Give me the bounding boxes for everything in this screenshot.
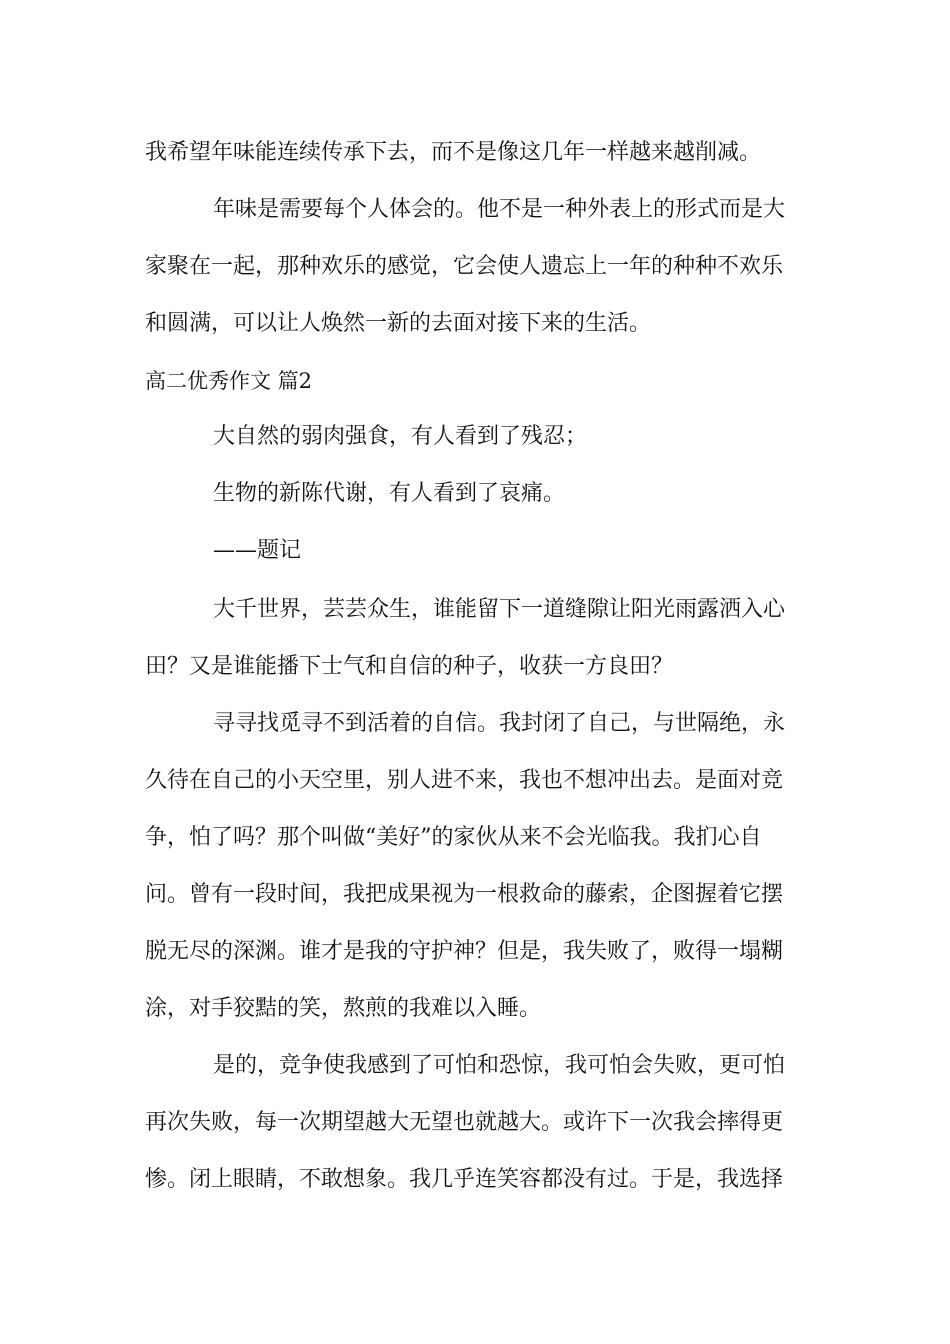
text-line: 田？又是谁能播下士气和自信的种子，收获一方良田？ [145,654,674,679]
text-line: 家聚在一起，那种欢乐的感觉，它会使人遗忘上一年的种种不欢乐 [145,254,784,279]
text-line: 脱无尽的深渊。谁才是我的守护神？但是，我失败了，败得一塌糊 [145,939,784,964]
paragraph-start: 年味是需要每个人体会的。他不是一种外表上的形式而是大 [213,197,786,222]
epigraph-attribution: ——题记 [213,538,302,563]
text-line: 再次失败，每一次期望越大无望也就越大。或许下一次我会摔得更 [145,1110,784,1135]
paragraph-start: 是的，竞争使我感到了可怕和恐惊，我可怕会失败，更可怕 [213,1053,786,1078]
section-heading: 高二优秀作文 篇2 [145,369,313,393]
text-line: 问。曾有一段时间，我把成果视为一根救命的藤索，企图握着它摆 [145,882,784,907]
text-line: 我希望年味能连续传承下去，而不是像这几年一样越来越削减。 [145,140,762,165]
text-line: 争，怕了吗？那个叫做“美好”的家伙从来不会光临我。我扪心自 [145,825,762,850]
epigraph-line: 生物的新陈代谢，有人看到了哀痛。 [213,481,566,506]
paragraph-start: 寻寻找觅寻不到活着的自信。我封闭了自己，与世隔绝，永 [213,711,786,736]
text-line: 惨。闭上眼睛，不敢想象。我几乎连笑容都没有过。于是，我选择 [145,1167,784,1192]
text-line: 久待在自己的小天空里，别人进不来，我也不想冲出去。是面对竞 [145,768,784,793]
epigraph-line: 大自然的弱肉强食，有人看到了残忍； [213,424,588,449]
text-line: 涂，对手狡黠的笑，熬煎的我难以入睡。 [145,996,542,1021]
paragraph-start: 大千世界，芸芸众生，谁能留下一道缝隙让阳光雨露洒入心 [213,597,786,622]
text-line: 和圆满，可以让人焕然一新的去面对接下来的生活。 [145,311,652,336]
